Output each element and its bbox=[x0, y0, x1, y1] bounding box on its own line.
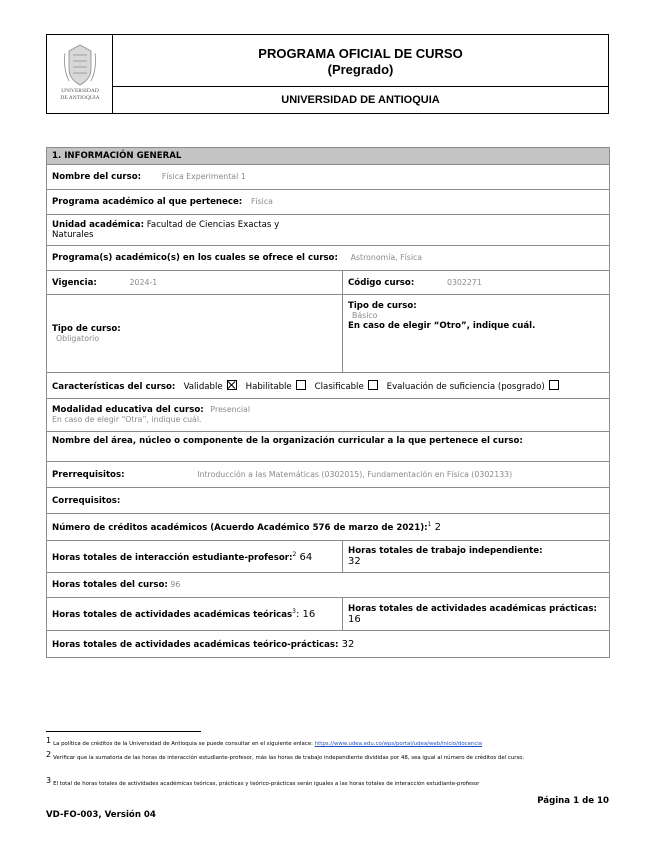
course-name-row bbox=[47, 165, 610, 190]
unit-value[interactable]: Facultad de Ciencias Exactas y bbox=[144, 220, 280, 230]
general-info-table bbox=[46, 147, 610, 658]
prereq-row bbox=[47, 462, 610, 488]
offered-label: Programa(s) académico(s) en los cuales se ofrece el curso: bbox=[52, 253, 338, 263]
practice-hours-cell bbox=[343, 598, 610, 631]
area-label: Nombre del área, núcleo o componente de la organización curricular a la que pertenece el curso: bbox=[52, 436, 523, 446]
validable-label: Validable bbox=[183, 381, 223, 392]
code-label: Código curso: bbox=[348, 277, 415, 288]
logo-text-1: UNIVERSIDAD bbox=[61, 88, 99, 94]
modality-label: Modalidad educativa del curso: bbox=[52, 405, 204, 415]
footnote-1-link[interactable]: https://www.udea.edu.co/wps/portal/udea/web/inicio/docencia bbox=[314, 741, 483, 747]
page-number: Página 1 de 10 bbox=[537, 796, 609, 806]
footnote-2-number: 2 bbox=[46, 750, 52, 759]
course-name-label: Nombre del curso: bbox=[52, 172, 142, 182]
modality-value[interactable]: Presencial bbox=[210, 405, 250, 414]
course-type-label: Tipo de curso: bbox=[52, 323, 121, 334]
program-label: Programa académico al que pertenece: bbox=[52, 197, 243, 207]
independent-hours-label: Horas totales de trabajo independiente: bbox=[348, 546, 543, 556]
theory-hours-cell bbox=[47, 598, 343, 631]
evaluation-label: Evaluación de suficiencia (posgrado) bbox=[386, 381, 545, 392]
logo-text-2: DE ANTIOQUIA bbox=[60, 95, 100, 101]
validity-value[interactable]: 2024-1 bbox=[129, 277, 158, 287]
theory-footnote-ref: 3 bbox=[292, 608, 296, 616]
validable-checkbox[interactable] bbox=[227, 380, 237, 390]
modality-row bbox=[47, 399, 610, 432]
university-logo bbox=[47, 35, 113, 113]
university-seal-icon bbox=[47, 35, 113, 113]
interaction-hours-cell bbox=[47, 541, 343, 573]
footnote-separator bbox=[46, 731, 201, 732]
footnote-3-number: 3 bbox=[46, 776, 52, 785]
validity-label: Vigencia: bbox=[52, 277, 97, 288]
unit-value-line2[interactable]: Naturales bbox=[52, 230, 94, 240]
theory-hours-value[interactable]: : 16 bbox=[295, 608, 316, 620]
interaction-hours-value[interactable]: 64 bbox=[296, 551, 313, 563]
prereq-label: Prerrequisitos: bbox=[52, 469, 125, 480]
independent-hours-cell bbox=[343, 541, 610, 573]
course-name-value[interactable]: Física Experimental 1 bbox=[161, 172, 246, 181]
document-code: VD-FO-003, Versión 04 bbox=[46, 810, 156, 820]
tp-hours-row bbox=[47, 631, 610, 658]
habilitable-label: Habilitable bbox=[245, 381, 292, 392]
tp-hours-label: Horas totales de actividades académicas teórico-prácticas: bbox=[52, 639, 339, 650]
theory-hours-label: Horas totales de actividades académicas teóricas bbox=[52, 609, 293, 620]
characteristics-row bbox=[47, 373, 610, 399]
footnote-3 bbox=[46, 777, 612, 788]
offered-value[interactable]: Astronomía, Física bbox=[350, 253, 423, 262]
practice-hours-label: Horas totales de actividades académicas prácticas: bbox=[348, 603, 597, 614]
total-hours-label: Horas totales del curso: bbox=[52, 580, 168, 590]
independent-hours-value[interactable]: 32 bbox=[348, 556, 361, 567]
program-row bbox=[47, 190, 610, 215]
program-value[interactable]: Física bbox=[250, 197, 273, 206]
document-header bbox=[46, 34, 609, 114]
unit-label: Unidad académica: bbox=[52, 220, 145, 230]
credits-row bbox=[47, 514, 610, 541]
footnote-2-text: Verificar que la sumatoria de las horas de interacción estudiante-profesor, más las horas de trabajo independiente divididas por 48, sea igual al número de créditos del curso. bbox=[53, 755, 525, 761]
footnote-1-number: 1 bbox=[46, 736, 52, 745]
modality-other: En caso de elegir “Otra”, indique cuál. bbox=[52, 415, 202, 424]
document-subtitle: (Pregrado) bbox=[327, 62, 394, 77]
footnote-1 bbox=[46, 737, 612, 748]
offered-row bbox=[47, 246, 610, 271]
credits-footnote-ref: 1 bbox=[427, 521, 432, 529]
credits-value[interactable]: 2 bbox=[431, 521, 441, 533]
course-type2-label: Tipo de curso: bbox=[348, 301, 417, 311]
unit-row bbox=[47, 215, 610, 246]
code-cell bbox=[343, 271, 610, 295]
interaction-hours-label: Horas totales de interacción estudiante-profesor: bbox=[52, 552, 293, 563]
prereq-value[interactable]: Introducción a las Matemáticas (0302015), Fundamentación en Física (0302133) bbox=[197, 469, 513, 479]
course-type2-cell bbox=[343, 295, 610, 373]
characteristics-label: Características del curso: bbox=[52, 381, 176, 392]
tp-hours-value[interactable]: 32 bbox=[338, 638, 355, 650]
document-title: PROGRAMA OFICIAL DE CURSO bbox=[258, 46, 463, 61]
total-hours-value[interactable]: 96 bbox=[167, 580, 181, 589]
footnote-1-text: La política de créditos de la Universidad de Antioquia se puede consultar en el siguiente enlace: bbox=[53, 741, 315, 747]
footnote-2 bbox=[46, 751, 612, 762]
course-type-value[interactable]: Obligatorio bbox=[56, 333, 100, 343]
practice-hours-value[interactable]: 16 bbox=[348, 613, 361, 625]
course-type-cell bbox=[47, 295, 343, 373]
university-name: UNIVERSIDAD DE ANTIOQUIA bbox=[281, 94, 440, 106]
course-type2-other: En caso de elegir “Otro”, indique cuál. bbox=[348, 321, 536, 331]
title-cell bbox=[113, 35, 608, 87]
credits-label: Número de créditos académicos (Acuerdo Académico 576 de marzo de 2021): bbox=[52, 522, 428, 533]
habilitable-checkbox[interactable] bbox=[296, 380, 306, 390]
code-value[interactable]: 0302271 bbox=[447, 277, 482, 287]
clasificable-label: Clasificable bbox=[314, 381, 364, 392]
course-type2-value[interactable]: Básico bbox=[352, 311, 378, 320]
total-hours-row bbox=[47, 573, 610, 598]
area-row bbox=[47, 432, 610, 462]
evaluation-checkbox[interactable] bbox=[549, 380, 559, 390]
footnote-3-text: El total de horas totales de actividades académicas teóricas, prácticas y teórico-prácticas serán iguales a las horas totales de interacción estudiante-profesor bbox=[53, 781, 480, 787]
coreq-label: Correquisitos: bbox=[52, 495, 121, 506]
section-title: 1. INFORMACIÓN GENERAL bbox=[47, 148, 610, 165]
clasificable-checkbox[interactable] bbox=[368, 380, 378, 390]
interaction-footnote-ref: 2 bbox=[292, 550, 297, 558]
coreq-row bbox=[47, 488, 610, 514]
validity-cell bbox=[47, 271, 343, 295]
